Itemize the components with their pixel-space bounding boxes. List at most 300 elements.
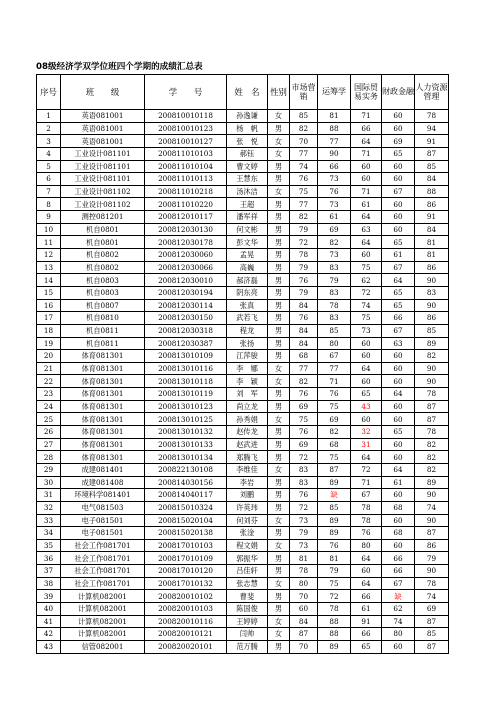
row-index: 6	[37, 173, 61, 186]
marketing-score: 69	[290, 438, 318, 451]
public-finance-score: 61	[382, 249, 415, 262]
gender-cell: 男	[268, 249, 290, 262]
row-index: 29	[37, 463, 61, 476]
public-finance-score: 67	[382, 577, 415, 590]
class-cell: 机自0801	[61, 236, 145, 249]
hr-management-score: 94	[415, 122, 449, 135]
table-row	[37, 602, 449, 615]
international-trade-score: 63	[351, 223, 382, 236]
name-cell: 张真	[227, 299, 268, 312]
hr-management-score: 84	[415, 173, 449, 186]
student-id-cell: 200812030178	[145, 236, 227, 249]
public-finance-score: 60	[382, 173, 415, 186]
gender-cell: 女	[268, 514, 290, 527]
marketing-score: 83	[290, 463, 318, 476]
gender-cell: 女	[268, 110, 290, 123]
name-cell: 刘 军	[227, 388, 268, 401]
gender-cell: 男	[268, 274, 290, 287]
gender-cell: 男	[268, 211, 290, 224]
gender-cell: 男	[268, 324, 290, 337]
marketing-score: 78	[290, 565, 318, 578]
operations-research-score: 88	[318, 628, 351, 641]
gender-cell: 男	[268, 286, 290, 299]
hr-management-score: 81	[415, 236, 449, 249]
class-cell: 机自0803	[61, 286, 145, 299]
international-trade-score: 73	[351, 324, 382, 337]
gender-cell: 女	[268, 539, 290, 552]
international-trade-score: 64	[351, 451, 382, 464]
operations-research-score: 88	[318, 122, 351, 135]
international-trade-score: 43	[351, 400, 382, 413]
gender-cell: 女	[268, 135, 290, 148]
student-id-cell: 200813010119	[145, 388, 227, 401]
operations-research-score: 77	[318, 362, 351, 375]
name-cell: 何刘芬	[227, 514, 268, 527]
header-gender: 性别	[268, 75, 290, 110]
table-row	[37, 539, 449, 552]
marketing-score: 78	[290, 249, 318, 262]
operations-research-score: 79	[318, 274, 351, 287]
marketing-score: 82	[290, 211, 318, 224]
row-index: 26	[37, 426, 61, 439]
header-student-id: 学 号	[145, 75, 227, 110]
gender-cell: 女	[268, 628, 290, 641]
table-row	[37, 261, 449, 274]
public-finance-score: 60	[382, 438, 415, 451]
public-finance-score: 60	[382, 350, 415, 363]
hr-management-score: 86	[415, 198, 449, 211]
hr-management-score: 88	[415, 185, 449, 198]
international-trade-score: 64	[351, 236, 382, 249]
class-cell: 工业设计081101	[61, 160, 145, 173]
operations-research-score: 83	[318, 261, 351, 274]
international-trade-score: 65	[351, 388, 382, 401]
marketing-score: 84	[290, 324, 318, 337]
row-index: 20	[37, 350, 61, 363]
marketing-score: 76	[290, 489, 318, 502]
international-trade-score: 91	[351, 615, 382, 628]
public-finance-score: 80	[382, 628, 415, 641]
header-hr-management: 人力资源管理	[415, 75, 449, 110]
table-row	[37, 122, 449, 135]
gender-cell: 女	[268, 185, 290, 198]
hr-management-score: 85	[415, 324, 449, 337]
student-id-cell: 200815020104	[145, 514, 227, 527]
operations-research-score: 89	[318, 527, 351, 540]
hr-management-score: 74	[415, 590, 449, 603]
student-id-cell: 200814040117	[145, 489, 227, 502]
table-row	[37, 223, 449, 236]
international-trade-score: 61	[351, 602, 382, 615]
name-cell: 赵传龙	[227, 426, 268, 439]
table-row	[37, 640, 449, 653]
hr-management-score: 82	[415, 350, 449, 363]
international-trade-score: 64	[351, 211, 382, 224]
row-index: 15	[37, 286, 61, 299]
class-cell: 机自0811	[61, 324, 145, 337]
public-finance-score: 64	[382, 274, 415, 287]
table-row	[37, 451, 449, 464]
marketing-score: 76	[290, 426, 318, 439]
gender-cell: 男	[268, 501, 290, 514]
student-id-cell: 200811010218	[145, 185, 227, 198]
hr-management-score: 87	[415, 413, 449, 426]
hr-management-score: 87	[415, 147, 449, 160]
table-row	[37, 135, 449, 148]
hr-management-score: 69	[415, 602, 449, 615]
marketing-score: 60	[290, 602, 318, 615]
student-id-cell: 200815010324	[145, 501, 227, 514]
operations-research-score: 77	[318, 135, 351, 148]
name-cell: 李 颖	[227, 375, 268, 388]
name-cell: 王慧东	[227, 173, 268, 186]
gender-cell: 男	[268, 223, 290, 236]
name-cell: 张扬	[227, 337, 268, 350]
hr-management-score: 90	[415, 514, 449, 527]
student-id-cell: 200813010118	[145, 375, 227, 388]
class-cell: 工业设计081102	[61, 185, 145, 198]
public-finance-score: 60	[382, 400, 415, 413]
row-index: 25	[37, 413, 61, 426]
name-cell: 尚立龙	[227, 400, 268, 413]
row-index: 41	[37, 615, 61, 628]
class-cell: 计算机082001	[61, 628, 145, 641]
table-row	[37, 324, 449, 337]
marketing-score: 76	[290, 312, 318, 325]
international-trade-score: 60	[351, 565, 382, 578]
hr-management-score: 84	[415, 223, 449, 236]
hr-management-score: 90	[415, 565, 449, 578]
international-trade-score: 78	[351, 514, 382, 527]
operations-research-score: 69	[318, 413, 351, 426]
gender-cell: 女	[268, 577, 290, 590]
name-cell: 张 悦	[227, 135, 268, 148]
gender-cell: 女	[268, 362, 290, 375]
hr-management-score: 86	[415, 312, 449, 325]
name-cell: 孙秀娟	[227, 413, 268, 426]
hr-management-score: 87	[415, 640, 449, 653]
gender-cell: 男	[268, 198, 290, 211]
class-cell: 体育081301	[61, 426, 145, 439]
hr-management-score: 90	[415, 299, 449, 312]
name-cell: 王超	[227, 198, 268, 211]
student-id-cell: 200817010120	[145, 565, 227, 578]
class-cell: 计算机082001	[61, 615, 145, 628]
class-cell: 工业设计081101	[61, 147, 145, 160]
student-id-cell: 200813010123	[145, 400, 227, 413]
class-cell: 工业设计081101	[61, 173, 145, 186]
class-cell: 计算机082001	[61, 590, 145, 603]
name-cell: 李岩	[227, 476, 268, 489]
table-row	[37, 463, 449, 476]
international-trade-score: 60	[351, 337, 382, 350]
row-index: 38	[37, 577, 61, 590]
hr-management-score: 90	[415, 375, 449, 388]
table-row	[37, 173, 449, 186]
operations-research-score: 75	[318, 577, 351, 590]
class-cell: 工业设计081102	[61, 198, 145, 211]
public-finance-score: 60	[382, 413, 415, 426]
gender-cell: 男	[268, 261, 290, 274]
student-id-cell: 200820010121	[145, 628, 227, 641]
row-index: 37	[37, 565, 61, 578]
international-trade-score: 75	[351, 261, 382, 274]
student-id-cell: 200812030130	[145, 223, 227, 236]
class-cell: 信管082001	[61, 640, 145, 653]
operations-research-score: 72	[318, 590, 351, 603]
marketing-score: 82	[290, 122, 318, 135]
header-marketing: 市场营销	[290, 75, 318, 110]
name-cell: 程文娟	[227, 539, 268, 552]
table-row	[37, 362, 449, 375]
marketing-score: 75	[290, 413, 318, 426]
row-index: 1	[37, 110, 61, 123]
table-row	[37, 552, 449, 565]
public-finance-score: 63	[382, 337, 415, 350]
international-trade-score: 74	[351, 299, 382, 312]
table-row	[37, 527, 449, 540]
hr-management-score: 86	[415, 261, 449, 274]
operations-research-score: 76	[318, 388, 351, 401]
hr-management-score: 78	[415, 388, 449, 401]
row-index: 35	[37, 539, 61, 552]
marketing-score: 72	[290, 236, 318, 249]
row-index: 4	[37, 147, 61, 160]
operations-research-score: 73	[318, 198, 351, 211]
marketing-score: 87	[290, 628, 318, 641]
operations-research-score: 69	[318, 223, 351, 236]
operations-research-score: 89	[318, 640, 351, 653]
student-id-cell: 200815020138	[145, 527, 227, 540]
gender-cell: 男	[268, 451, 290, 464]
public-finance-score: 68	[382, 527, 415, 540]
table-row	[37, 388, 449, 401]
gender-cell: 女	[268, 463, 290, 476]
table-row	[37, 147, 449, 160]
student-id-cell: 200813010134	[145, 451, 227, 464]
name-cell: 赵武进	[227, 438, 268, 451]
class-cell: 社会工作081701	[61, 539, 145, 552]
public-finance-score: 74	[382, 615, 415, 628]
public-finance-score: 缺	[382, 590, 415, 603]
name-cell: 刘鹏	[227, 489, 268, 502]
gender-cell: 男	[268, 388, 290, 401]
international-trade-score: 78	[351, 501, 382, 514]
international-trade-score: 64	[351, 552, 382, 565]
name-cell: 潘军祥	[227, 211, 268, 224]
operations-research-score: 89	[318, 476, 351, 489]
header-name: 姓 名	[227, 75, 268, 110]
marketing-score: 83	[290, 476, 318, 489]
name-cell: 杨 帆	[227, 122, 268, 135]
student-id-cell: 200811010104	[145, 160, 227, 173]
class-cell: 电气081503	[61, 501, 145, 514]
name-cell: 张淦	[227, 527, 268, 540]
international-trade-score: 60	[351, 413, 382, 426]
student-id-cell: 200811010103	[145, 147, 227, 160]
name-cell: 何文彬	[227, 223, 268, 236]
table-row	[37, 426, 449, 439]
student-id-cell: 200822130108	[145, 463, 227, 476]
public-finance-score: 60	[382, 489, 415, 502]
name-cell: 程龙	[227, 324, 268, 337]
operations-research-score: 76	[318, 539, 351, 552]
table-row	[37, 350, 449, 363]
public-finance-score: 65	[382, 147, 415, 160]
marketing-score: 73	[290, 514, 318, 527]
class-cell: 体育081301	[61, 362, 145, 375]
table-row	[37, 337, 449, 350]
public-finance-score: 65	[382, 236, 415, 249]
class-cell: 体育081301	[61, 400, 145, 413]
gender-cell: 男	[268, 438, 290, 451]
student-id-cell: 200812030066	[145, 261, 227, 274]
marketing-score: 72	[290, 451, 318, 464]
operations-research-score: 90	[318, 147, 351, 160]
marketing-score: 77	[290, 198, 318, 211]
student-id-cell: 200813010116	[145, 362, 227, 375]
operations-research-score: 75	[318, 451, 351, 464]
class-cell: 环境科学081401	[61, 489, 145, 502]
public-finance-score: 67	[382, 261, 415, 274]
operations-research-score: 61	[318, 211, 351, 224]
operations-research-score: 75	[318, 400, 351, 413]
class-cell: 成建081401	[61, 463, 145, 476]
student-id-cell: 200812030010	[145, 274, 227, 287]
table-row	[37, 476, 449, 489]
header-public-finance: 财政金融	[382, 75, 415, 110]
student-id-cell: 200810010123	[145, 122, 227, 135]
public-finance-score: 69	[382, 135, 415, 148]
student-id-cell: 200812030318	[145, 324, 227, 337]
header-class: 班 级	[61, 75, 145, 110]
class-cell: 英语081001	[61, 135, 145, 148]
marketing-score: 76	[290, 173, 318, 186]
hr-management-score: 91	[415, 211, 449, 224]
student-id-cell: 200820010116	[145, 615, 227, 628]
name-cell: 李维佳	[227, 463, 268, 476]
public-finance-score: 60	[382, 223, 415, 236]
international-trade-score: 71	[351, 185, 382, 198]
international-trade-score: 64	[351, 577, 382, 590]
operations-research-score: 82	[318, 236, 351, 249]
international-trade-score: 60	[351, 249, 382, 262]
class-cell: 社会工作081701	[61, 552, 145, 565]
international-trade-score: 60	[351, 350, 382, 363]
international-trade-score: 61	[351, 198, 382, 211]
international-trade-score: 71	[351, 110, 382, 123]
hr-management-score: 89	[415, 476, 449, 489]
international-trade-score: 65	[351, 640, 382, 653]
name-cell: 彭文华	[227, 236, 268, 249]
marketing-score: 79	[290, 223, 318, 236]
student-id-cell: 200812030194	[145, 286, 227, 299]
international-trade-score: 76	[351, 527, 382, 540]
name-cell: 郝钰	[227, 147, 268, 160]
class-cell: 体育081301	[61, 388, 145, 401]
class-cell: 体育081301	[61, 438, 145, 451]
gender-cell: 女	[268, 615, 290, 628]
row-index: 40	[37, 602, 61, 615]
operations-research-score: 78	[318, 602, 351, 615]
international-trade-score: 31	[351, 438, 382, 451]
name-cell: 闫帅	[227, 628, 268, 641]
marketing-score: 84	[290, 615, 318, 628]
table-row	[37, 198, 449, 211]
marketing-score: 70	[290, 640, 318, 653]
international-trade-score: 72	[351, 463, 382, 476]
public-finance-score: 66	[382, 312, 415, 325]
name-cell: 许英玮	[227, 501, 268, 514]
public-finance-score: 66	[382, 565, 415, 578]
table-row	[37, 501, 449, 514]
hr-management-score: 82	[415, 451, 449, 464]
student-id-cell: 200812010117	[145, 211, 227, 224]
gender-cell: 男	[268, 160, 290, 173]
table-row	[37, 274, 449, 287]
hr-management-score: 89	[415, 337, 449, 350]
row-index: 2	[37, 122, 61, 135]
row-index: 33	[37, 514, 61, 527]
class-cell: 机自0807	[61, 299, 145, 312]
class-cell: 机自0810	[61, 312, 145, 325]
marketing-score: 76	[290, 388, 318, 401]
class-cell: 社会工作081701	[61, 577, 145, 590]
class-cell: 成建081408	[61, 476, 145, 489]
operations-research-score: 缺	[318, 489, 351, 502]
gender-cell: 男	[268, 640, 290, 653]
public-finance-score: 60	[382, 160, 415, 173]
class-cell: 体育081301	[61, 350, 145, 363]
operations-research-score: 85	[318, 501, 351, 514]
hr-management-score: 78	[415, 110, 449, 123]
class-cell: 计算机082001	[61, 602, 145, 615]
gender-cell: 男	[268, 527, 290, 540]
student-id-cell: 200811010113	[145, 173, 227, 186]
row-index: 36	[37, 552, 61, 565]
class-cell: 体育081301	[61, 451, 145, 464]
hr-management-score: 82	[415, 438, 449, 451]
marketing-score: 72	[290, 501, 318, 514]
marketing-score: 85	[290, 110, 318, 123]
public-finance-score: 65	[382, 286, 415, 299]
marketing-score: 77	[290, 147, 318, 160]
gender-cell: 男	[268, 426, 290, 439]
hr-management-score: 90	[415, 274, 449, 287]
row-index: 3	[37, 135, 61, 148]
class-cell: 机自0811	[61, 337, 145, 350]
row-index: 11	[37, 236, 61, 249]
international-trade-score: 32	[351, 426, 382, 439]
operations-research-score: 81	[318, 552, 351, 565]
operations-research-score: 81	[318, 110, 351, 123]
class-cell: 体育081301	[61, 375, 145, 388]
name-cell: 曹斐	[227, 590, 268, 603]
hr-management-score: 90	[415, 489, 449, 502]
gender-cell: 男	[268, 400, 290, 413]
row-index: 18	[37, 324, 61, 337]
operations-research-score: 73	[318, 173, 351, 186]
hr-management-score: 87	[415, 527, 449, 540]
public-finance-score: 66	[382, 552, 415, 565]
gender-cell: 男	[268, 337, 290, 350]
marketing-score: 77	[290, 362, 318, 375]
marketing-score: 70	[290, 135, 318, 148]
marketing-score: 75	[290, 185, 318, 198]
gender-cell: 男	[268, 236, 290, 249]
public-finance-score: 61	[382, 476, 415, 489]
table-row	[37, 590, 449, 603]
